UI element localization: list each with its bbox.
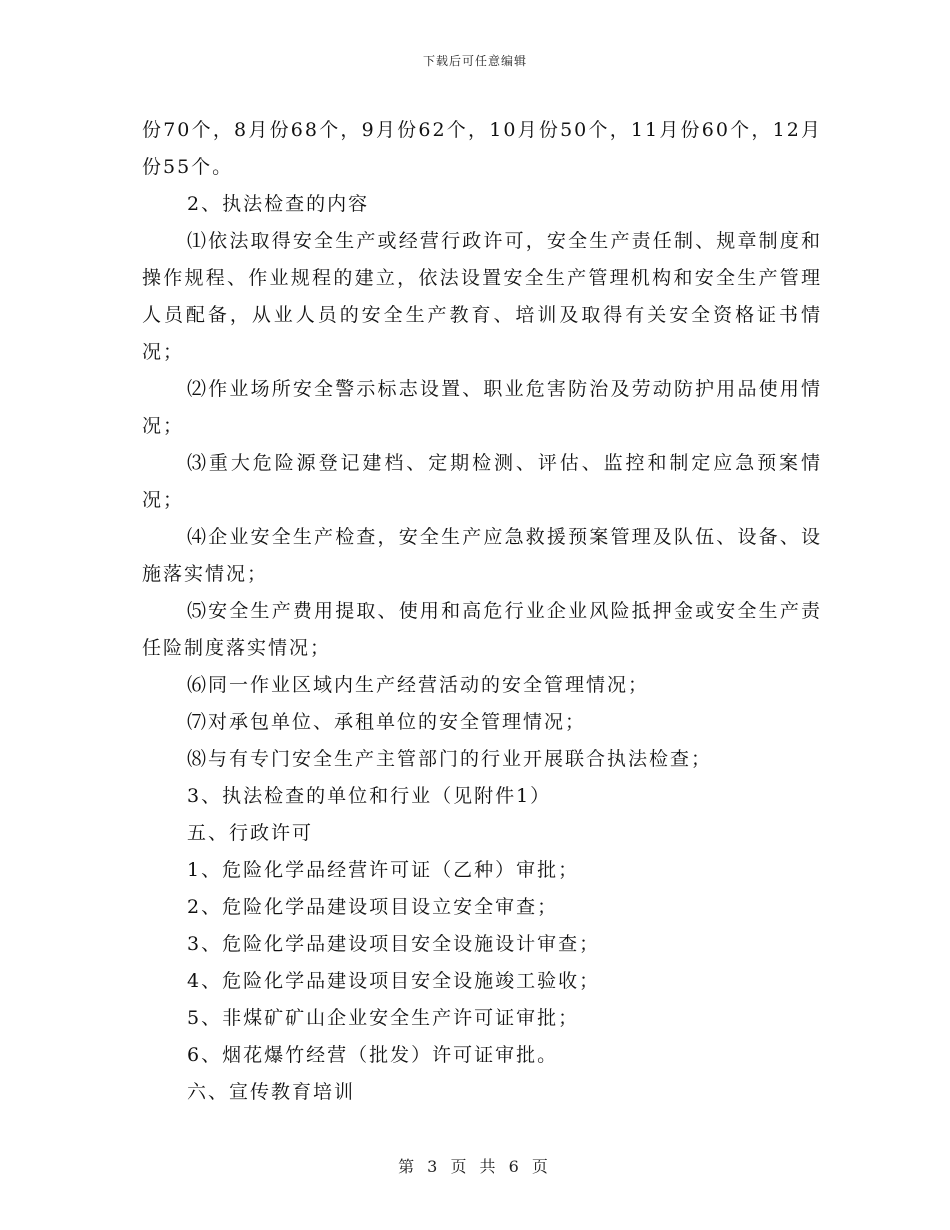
page-header: 下载后可任意编辑 [422,54,527,68]
list-item-permit-3: 3、危险化学品建设项目安全设施设计审查； [187,933,601,955]
heading-section-5: 五、行政许可 [187,822,314,844]
paragraph-item-5: ⑸安全生产费用提取、使用和高危行业企业风险抵押金或安全生产责任险制度落实情况； [142,600,822,659]
page-footer: 第 3 页 共 6 页 [398,1157,552,1176]
paragraph-item-7: ⑺对承包单位、承租单位的安全管理情况； [187,711,587,733]
list-item-permit-6: 6、烟花爆竹经营（批发）许可证审批。 [187,1044,559,1066]
document-body [142,112,822,1111]
paragraph-item-8: ⑻与有专门安全生产主管部门的行业开展联合执法检查； [187,748,713,770]
list-item-permit-1: 1、危险化学品经营许可证（乙种）审批； [187,859,580,881]
paragraph-item-2: ⑵作业场所安全警示标志设置、职业危害防治及劳动防护用品使用情况； [142,378,822,437]
paragraph-item-1: ⑴依法取得安全生产或经营行政许可，安全生产责任制、规章制度和操作规程、作业规程的建立，依法设置安全生产管理机构和安全生产管理人员配备，从业人员的安全生产教育、培训及取得有关安全资格证书情况； [142,230,822,363]
list-item-permit-2: 2、危险化学品建设项目设立安全审查； [187,896,559,918]
paragraph-section-2-title: 2、执法检查的内容 [187,193,370,215]
paragraph-continuation: 份70个，8月份68个，9月份62个，10月份50个，11月份60个，12月份55个。 [142,119,822,178]
paragraph-section-3-title: 3、执法检查的单位和行业（见附件1） [187,785,552,807]
paragraph-item-6: ⑹同一作业区域内生产经营活动的安全管理情况； [187,674,650,696]
paragraph-item-4: ⑷企业安全生产检查，安全生产应急救援预案管理及队伍、设备、设施落实情况； [142,526,822,585]
heading-section-6: 六、宣传教育培训 [187,1081,356,1103]
list-item-permit-4: 4、危险化学品建设项目安全设施竣工验收； [187,970,601,992]
list-item-permit-5: 5、非煤矿矿山企业安全生产许可证审批； [187,1007,580,1029]
paragraph-item-3: ⑶重大危险源登记建档、定期检测、评估、监控和制定应急预案情况； [142,452,822,511]
